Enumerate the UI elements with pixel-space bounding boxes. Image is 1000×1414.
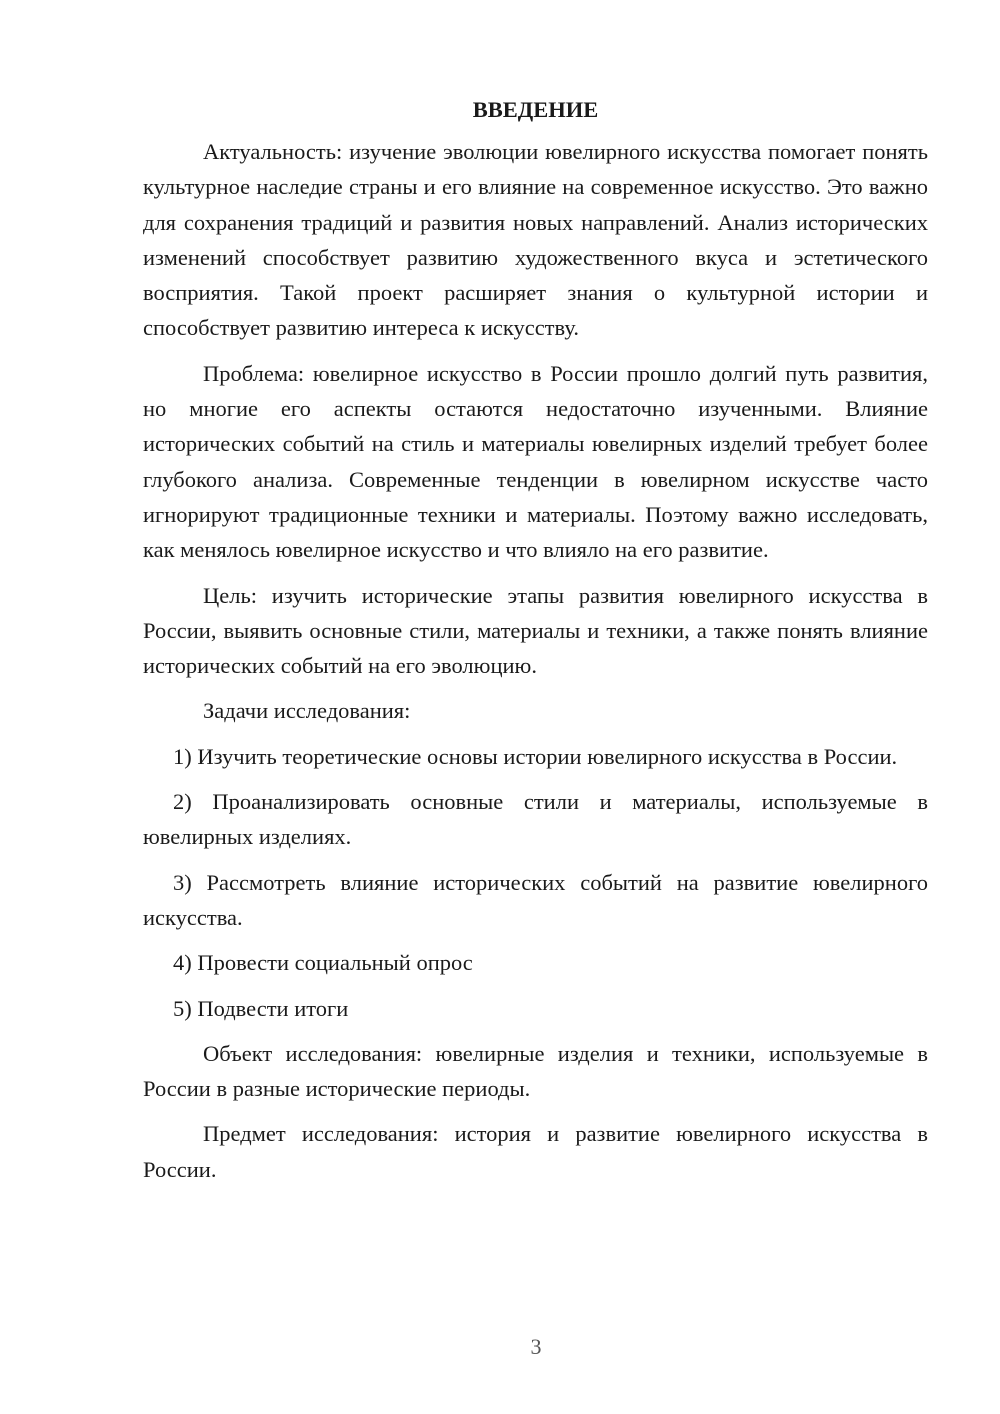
page-number: 3 xyxy=(530,1334,542,1359)
goal-paragraph: Цель: изучить исторические этапы развития ювелирного искусства в России, выявить основные стили, материалы и техники, а также понять влияние исторических событий на его эволюцию. xyxy=(143,582,928,679)
problem-paragraph: Проблема: ювелирное искусство в России прошло долгий путь развития, но многие его аспекты остаются недостаточно изученными. Влияние исторических событий на стиль и материалы ювелирных изделий требует более глубокого анализа. Современные тенденции в ювелирном искусстве часто игнорируют традиционные техники и материалы. Поэтому важно исследовать, как менялось ювелирное искусство и что влияло на его развитие. xyxy=(143,360,928,563)
task-item: 4) Провести социальный опрос xyxy=(173,950,473,976)
relevance-paragraph: Актуальность: изучение эволюции ювелирного искусства помогает понять культурное наследие страны и его влияние на современное искусство. Это важно для сохранения традиций и развития новых направлений. Анализ исторических изменений способствует развитию художественного вкуса и эстетического восприятия. Такой проект расширяет знания о культурной истории и способствует развитию интереса к искусству. xyxy=(143,139,928,341)
task-item: 2) Проанализировать основные стили и материалы, используемые в ювелирных изделиях. xyxy=(143,789,928,850)
page-content xyxy=(143,92,928,1197)
task-item: 3) Рассмотреть влияние исторических событий на развитие ювелирного искусства. xyxy=(143,869,928,930)
task-item: 5) Подвести итоги xyxy=(173,995,349,1021)
task-item: 1) Изучить теоретические основы истории ювелирного искусства в России. xyxy=(173,743,898,769)
section-heading: ВВЕДЕНИЕ xyxy=(472,97,599,122)
object-paragraph: Объект исследования: ювелирные изделия и техники, используемые в России в разные исторические периоды. xyxy=(143,1040,928,1102)
subject-paragraph: Предмет исследования: история и развитие ювелирного искусства в России. xyxy=(143,1121,928,1182)
tasks-heading: Задачи исследования: xyxy=(203,698,411,724)
